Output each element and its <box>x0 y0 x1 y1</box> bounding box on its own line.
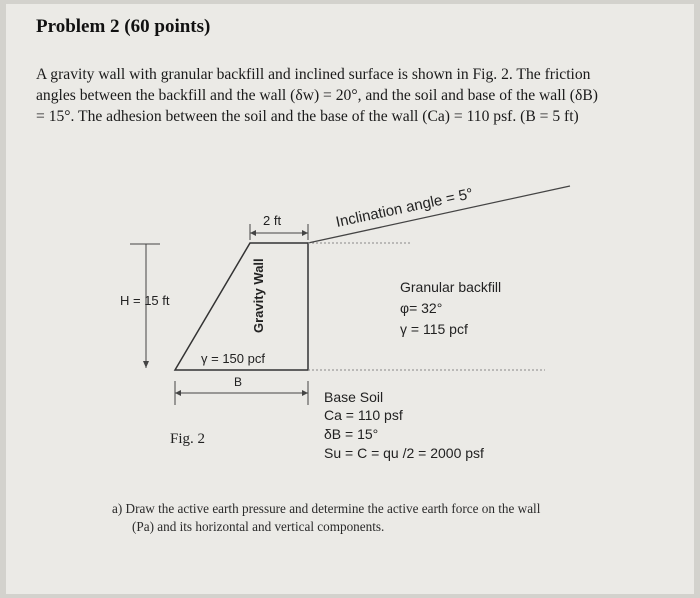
backfill-title: Granular backfill <box>400 279 502 295</box>
question-a-line-1: a) Draw the active earth pressure and determine the active earth force on the wall <box>112 501 541 516</box>
gravity-wall-label: Gravity Wall <box>251 258 266 333</box>
problem-line-2: angles between the backfill and the wall (δw) = 20°, and the soil and base of the wall (δB) <box>36 87 598 104</box>
arrow-head-icon <box>143 361 149 368</box>
backfill-friction-angle: φ= 32° <box>400 300 443 316</box>
problem-title: Problem 2 (60 points) <box>36 16 211 37</box>
base-soil-friction-angle: δB = 15° <box>324 426 379 442</box>
arrow-head-icon <box>175 390 181 396</box>
question-a <box>112 500 682 536</box>
arrow-head-icon <box>302 230 308 236</box>
arrow-head-icon <box>302 390 308 396</box>
wall-height-label: H = 15 ft <box>120 293 170 308</box>
base-width-label: B <box>234 375 243 389</box>
wall-unit-weight-label: γ = 150 pcf <box>201 351 265 366</box>
top-dimension-label: 2 ft <box>263 213 282 228</box>
figure-caption: Fig. 2 <box>170 431 206 447</box>
question-a-line-2: (Pa) and its horizontal and vertical components. <box>132 519 385 534</box>
arrow-head-icon <box>250 230 256 236</box>
inclination-angle-label: Inclination angle = 5° <box>334 185 475 231</box>
backfill-unit-weight: γ = 115 pcf <box>400 321 468 337</box>
problem-line-3: = 15°. The adhesion between the soil and the base of the wall (Ca) = 110 psf. (B = 5 ft) <box>36 108 579 125</box>
base-soil-adhesion: Ca = 110 psf <box>324 407 403 423</box>
base-soil-title: Base Soil <box>324 389 384 405</box>
problem-line-1: A gravity wall with granular backfill and inclined surface is shown in Fig. 2. The friction <box>36 66 591 83</box>
base-soil-shear-strength: Su = C = qu /2 = 2000 psf <box>324 445 484 461</box>
